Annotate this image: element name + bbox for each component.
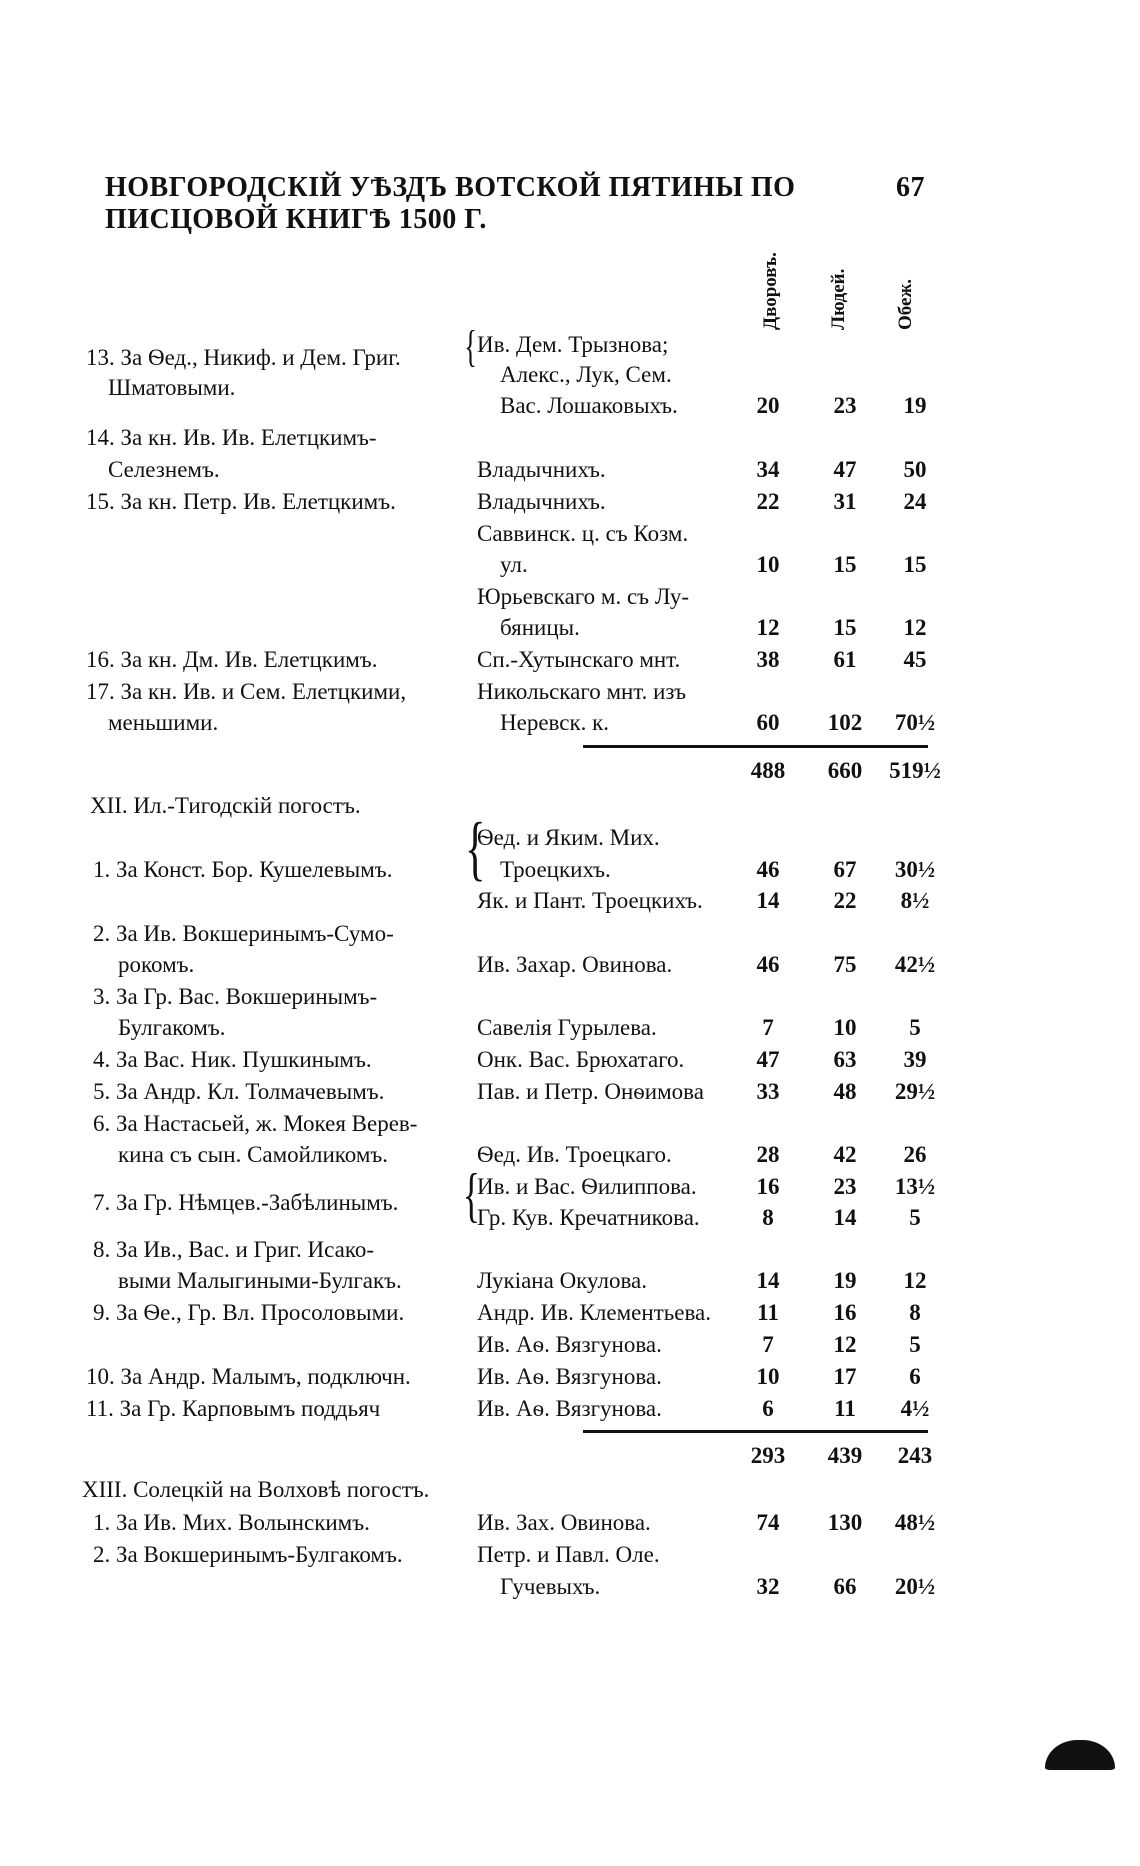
header-title: НОВГОРОДСКІЙ УѢЗДЪ ВОТСКОЙ ПЯТИНЫ ПО ПИСЦОВОЙ КНИГѢ 1500 Г.: [105, 172, 796, 235]
obezh-value: 26: [903, 1142, 927, 1167]
obezh-value: 13½: [894, 1174, 936, 1199]
obezh-value: 6: [909, 1364, 921, 1389]
dvorov-value: 6: [762, 1396, 774, 1421]
running-header: [105, 172, 925, 236]
dvorov-value: 8: [762, 1205, 774, 1230]
dvorov-value: 34: [756, 457, 780, 482]
section-title: XIII. Солецкій на Волховѣ погостъ.: [82, 1477, 430, 1502]
dvorov-value: 11: [757, 1300, 779, 1325]
obezh-value: 5: [909, 1015, 921, 1040]
dvorov-value: 60: [756, 710, 780, 735]
entry-owner: 1. За Ив. Мих. Волынскимъ.: [93, 1510, 370, 1535]
entry-source: Ѳед. Ив. Троецкаго.: [477, 1142, 672, 1167]
entry-source: Вас. Лошаковыхъ.: [500, 393, 678, 418]
entry-source: Пав. и Петр. Онѳимова: [477, 1079, 704, 1104]
entry-source: Владычнихъ.: [477, 457, 606, 482]
lyudey-value: 16: [833, 1300, 857, 1325]
entry-source: Никольскаго мнт. изъ: [477, 679, 687, 704]
brace: {: [464, 322, 477, 371]
obezh-value: 12: [903, 615, 927, 640]
lyudey-value: 15: [833, 615, 857, 640]
entry-source: ул.: [500, 552, 528, 577]
lyudey-value: 14: [833, 1205, 857, 1230]
obezh-value: 15: [903, 552, 927, 577]
entry-source: Неревск. к.: [500, 710, 610, 735]
lyudey-value: 12: [833, 1332, 857, 1357]
column-header-lyudey: Людей.: [828, 268, 849, 330]
total-rule: [583, 1430, 928, 1433]
dvorov-value: 47: [756, 1047, 780, 1072]
entry-owner: Шматовыми.: [108, 375, 236, 400]
entry-source: Алекс., Лук, Сем.: [500, 362, 672, 387]
brace: {: [464, 808, 486, 888]
entry-owner: 10. За Андр. Малымъ, подключн.: [86, 1364, 411, 1389]
obezh-value: 5: [909, 1332, 921, 1357]
lyudey-value: 75: [833, 952, 857, 977]
dvorov-value: 33: [756, 1079, 780, 1104]
entry-source: Ив. Дем. Трызнова;: [477, 332, 669, 357]
obezh-value: 20½: [894, 1574, 936, 1599]
entry-owner: 8. За Ив., Вас. и Григ. Исако-: [93, 1237, 374, 1262]
dvorov-value: 7: [762, 1332, 774, 1357]
entry-source: Ив. Аѳ. Вязгунова.: [477, 1364, 662, 1389]
dvorov-value: 74: [756, 1510, 780, 1535]
obezh-value: 45: [903, 647, 927, 672]
lyudey-value: 102: [827, 710, 863, 735]
dvorov-value: 7: [762, 1015, 774, 1040]
lyudey-value: 67: [833, 857, 857, 882]
entry-source: Онк. Вас. Брюхатаго.: [477, 1047, 685, 1072]
obezh-value: 42½: [894, 952, 936, 977]
entry-owner: меньшими.: [108, 710, 219, 735]
dvorov-value: 10: [756, 1364, 780, 1389]
obezh-value: 30½: [894, 857, 936, 882]
lyudey-value: 15: [833, 552, 857, 577]
dvorov-value: 20: [756, 393, 780, 418]
entry-source: Савелія Гурылева.: [477, 1015, 657, 1040]
entry-source: Андр. Ив. Клементьева.: [477, 1300, 711, 1325]
entry-source: Саввинск. ц. съ Козм.: [477, 521, 689, 546]
total-obezh: 519½: [889, 758, 941, 783]
obezh-value: 70½: [894, 710, 936, 735]
lyudey-value: 22: [833, 888, 857, 913]
dvorov-value: 14: [756, 1268, 780, 1293]
lyudey-value: 31: [833, 489, 857, 514]
entry-source: Ив. Аѳ. Вязгунова.: [477, 1396, 662, 1421]
lyudey-value: 130: [827, 1510, 863, 1535]
lyudey-value: 63: [833, 1047, 857, 1072]
dvorov-value: 12: [756, 615, 780, 640]
entry-owner: 1. За Конст. Бор. Кушелевымъ.: [93, 857, 393, 882]
column-header-obezh: Обеж.: [895, 279, 916, 330]
dvorov-value: 28: [756, 1142, 780, 1167]
entry-owner: 13. За Ѳед., Никиф. и Дем. Григ.: [86, 345, 401, 370]
entry-owner: 2. За Вокшеринымъ-Булгакомъ.: [93, 1542, 403, 1567]
entry-source: Гучевыхъ.: [500, 1574, 601, 1599]
lyudey-value: 47: [833, 457, 857, 482]
entry-owner: 3. За Гр. Вас. Вокшеринымъ-: [93, 984, 378, 1009]
entry-source: Петр. и Павл. Оле.: [477, 1542, 660, 1567]
entry-source: Сп.-Хутынскаго мнт.: [477, 647, 681, 672]
entry-source: Троецкихъ.: [500, 857, 611, 882]
obezh-value: 48½: [894, 1510, 936, 1535]
entry-source: Ѳед. и Яким. Мих.: [477, 825, 660, 850]
lyudey-value: 66: [833, 1574, 857, 1599]
brace: {: [462, 1162, 481, 1228]
entry-owner: 7. За Гр. Нѣмцев.-Забѣлинымъ.: [93, 1190, 399, 1215]
dvorov-value: 22: [756, 489, 780, 514]
entry-owner: 15. За кн. Петр. Ив. Елетцкимъ.: [86, 489, 396, 514]
obezh-value: 8½: [900, 888, 930, 913]
entry-owner: выми Малыгиными-Булгакъ.: [118, 1268, 402, 1293]
lyudey-value: 11: [834, 1396, 856, 1421]
entry-source: Ив. Захар. Овинова.: [477, 952, 673, 977]
total-lyudey: 660: [827, 758, 863, 783]
entry-owner: 4. За Вас. Ник. Пушкинымъ.: [93, 1047, 372, 1072]
column-header-dvorov: Дворовъ.: [760, 252, 781, 330]
lyudey-value: 48: [833, 1079, 857, 1104]
dvorov-value: 46: [756, 857, 780, 882]
entry-source: Гр. Кув. Кречатникова.: [477, 1205, 700, 1230]
dvorov-value: 16: [756, 1174, 780, 1199]
total-lyudey: 439: [827, 1443, 863, 1468]
lyudey-value: 23: [833, 393, 857, 418]
entry-owner: 11. За Гр. Карповымъ поддьяч: [86, 1396, 381, 1421]
entry-owner: 5. За Андр. Кл. Толмачевымъ.: [93, 1079, 385, 1104]
obezh-value: 8: [909, 1300, 921, 1325]
obezh-value: 19: [903, 393, 927, 418]
entry-source: Ив. Аѳ. Вязгунова.: [477, 1332, 662, 1357]
lyudey-value: 10: [833, 1015, 857, 1040]
lyudey-value: 42: [833, 1142, 857, 1167]
entry-owner: 9. За Ѳе., Гр. Вл. Просоловыми.: [93, 1300, 405, 1325]
entry-source: бяницы.: [500, 615, 580, 640]
entry-owner: кина съ сын. Самойликомъ.: [118, 1142, 389, 1167]
entry-owner: 2. За Ив. Вокшеринымъ-Сумо-: [93, 921, 394, 946]
entry-source: Ив. и Вас. Ѳилиппова.: [477, 1174, 697, 1199]
entry-owner: Селезнемъ.: [108, 457, 220, 482]
entry-owner: 17. За кн. Ив. и Сем. Елетцкими,: [86, 679, 407, 704]
total-dvorov: 488: [750, 758, 786, 783]
entry-owner: 6. За Настасьей, ж. Мокея Верев-: [93, 1111, 418, 1136]
section-title: XII. Ил.-Тигодскій погостъ.: [90, 793, 361, 818]
lyudey-value: 19: [833, 1268, 857, 1293]
obezh-value: 50: [903, 457, 927, 482]
total-rule: [583, 745, 928, 748]
obezh-value: 12: [903, 1268, 927, 1293]
obezh-value: 39: [903, 1047, 927, 1072]
page-number: 67: [896, 172, 925, 203]
entry-source: Ив. Зах. Овинова.: [477, 1510, 651, 1535]
entry-owner: 16. За кн. Дм. Ив. Елетцкимъ.: [86, 647, 378, 672]
dvorov-value: 10: [756, 552, 780, 577]
entry-source: Як. и Пант. Троецкихъ.: [477, 888, 703, 913]
dvorov-value: 38: [756, 647, 780, 672]
obezh-value: 24: [903, 489, 927, 514]
total-dvorov: 293: [750, 1443, 786, 1468]
dvorov-value: 32: [756, 1574, 780, 1599]
obezh-value: 4½: [900, 1396, 930, 1421]
entry-owner: Булгакомъ.: [118, 1015, 226, 1040]
ink-blot: [1045, 1740, 1115, 1770]
obezh-value: 29½: [894, 1079, 936, 1104]
entry-owner: рокомъ.: [118, 952, 195, 977]
dvorov-value: 46: [756, 952, 780, 977]
obezh-value: 5: [909, 1205, 921, 1230]
lyudey-value: 17: [833, 1364, 857, 1389]
lyudey-value: 61: [833, 647, 857, 672]
entry-source: Владычнихъ.: [477, 489, 606, 514]
total-obezh: 243: [897, 1443, 933, 1468]
lyudey-value: 23: [833, 1174, 857, 1199]
entry-source: Лукіана Окулова.: [477, 1268, 648, 1293]
dvorov-value: 14: [756, 888, 780, 913]
entry-owner: 14. За кн. Ив. Ив. Елетцкимъ-: [86, 425, 377, 450]
entry-source: Юрьевскаго м. съ Лу-: [477, 584, 690, 609]
